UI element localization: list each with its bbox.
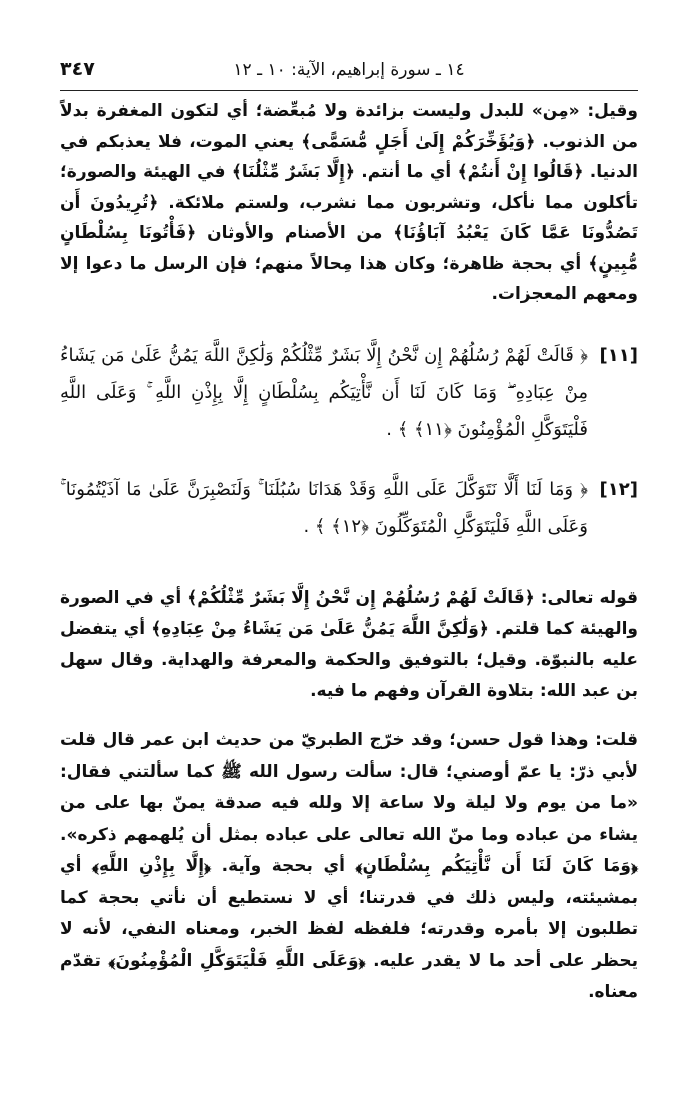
verse-text: ﴿ وَمَا لَنَا أَلَّا نَتَوَكَّلَ عَلَى اللَّهِ وَقَدْ هَدَانَا سُبُلَنَا ۚ وَلَنَصْبِرَنَّ عَلَىٰ مَا آذَيْتُمُونَا ۚ وَعَلَى اللَّهِ فَلْيَتَوَكَّلِ الْمُتَوَكِّلُونَ ﴿١٢﴾ ﴾ . [60,479,588,537]
paragraph-text: وقيل: «مِن» للبدل وليست بزائدة ولا مُبعِّضة؛ أي لتكون المغفرة بدلاً من الذنوب. ﴿وَيُؤَخِّرَكُمْ إِلَىٰ أَجَلٍ مُّسَمًّى﴾ يعني الموت، فلا يعذبكم في الدنيا. ﴿قَالُوا إِنْ أَنتُمْ﴾ أي ما أنتم. ﴿إِلَّا بَشَرٌ مِّثْلُنَا﴾ في الهيئة والصورة؛ تأكلون مما نأكل، وتشربون مما نشرب، ولستم ملائكة. ﴿تُرِيدُونَ أَن تَصُدُّونَا عَمَّا كَانَ يَعْبُدُ آبَاؤُنَا﴾ من الأصنام والأوثان ﴿فَأْتُونَا بِسُلْطَانٍ مُّبِينٍ﴾ أي بحجة ظاهرة؛ وكان هذا مِحالاً منهم؛ فإن الرسل ما دعوا إلا ومعهم المعجزات. [60,101,638,304]
paragraph-text: قلت: وهذا قول حسن؛ وقد خرّج الطبريّ من حديث ابن عمر قال قلت لأبي ذرّ: يا عمّ أوصني؛ قال: سألت رسول الله ﷺ كما سألتني فقال: «ما من يوم ولا ليلة ولا ساعة إلا ولله فيه صدقة يمنّ بها على من يشاء من عباده وما منّ الله تعالى على عباده بمثل أن يُلهمهم ذكره». ﴿وَمَا كَانَ لَنَا أَن نَّأْتِيَكُم بِسُلْطَانٍ﴾ أي بحجة وآية. ﴿إِلَّا بِإِذْنِ اللَّهِ﴾ أي بمشيئته، وليس ذلك في قدرتنا؛ أي لا نستطيع أن نأتي بحجة كما تطلبون إلا بأمره وقدرته؛ فلفظه لفظ الخبر، ومعناه النفي، لأنه لا يحظر على أحد ما لا يقدر عليه. ﴿وَعَلَى اللَّهِ فَلْيَتَوَكَّلِ الْمُؤْمِنُونَ﴾ تقدّم معناه. [60,730,638,1002]
commentary-paragraph-3 [60,725,638,1009]
page-header [60,58,638,86]
verse-number: [١١] [599,345,638,366]
header-divider [60,90,638,91]
quran-verse-12 [60,471,638,545]
commentary-paragraph-1 [60,96,638,310]
verse-block [60,337,638,448]
verse-number: [١٢] [599,479,638,500]
commentary-paragraph-2 [60,583,638,707]
page-number: ٣٤٧ [60,58,95,80]
quran-verse-11 [60,337,638,448]
running-title: ١٤ ـ سورة إبراهيم، الآية: ١٠ ـ ١٢ [233,60,465,80]
verse-text: ﴿ قَالَتْ لَهُمْ رُسُلُهُمْ إِن نَّحْنُ إِلَّا بَشَرٌ مِّثْلُكُمْ وَلَٰكِنَّ اللَّهَ يَمُنُّ عَلَىٰ مَن يَشَاءُ مِنْ عِبَادِهِ ۖ وَمَا كَانَ لَنَا أَن نَّأْتِيَكُم بِسُلْطَانٍ إِلَّا بِإِذْنِ اللَّهِ ۚ وَعَلَى اللَّهِ فَلْيَتَوَكَّلِ الْمُؤْمِنُونَ ﴿١١﴾ ﴾ . [60,345,588,440]
paragraph-text: قوله تعالى: ﴿قَالَتْ لَهُمْ رُسُلُهُمْ إِن نَّحْنُ إِلَّا بَشَرٌ مِّثْلُكُمْ﴾ أي في الصورة والهيئة كما قلتم. ﴿وَلَٰكِنَّ اللَّهَ يَمُنُّ عَلَىٰ مَن يَشَاءُ مِنْ عِبَادِهِ﴾ أي يتفضل عليه بالنبوّة. وقيل؛ بالتوفيق والحكمة والمعرفة والهداية. وقال سهل بن عبد الله: بتلاوة القرآن وفهم ما فيه. [60,588,638,701]
verse-block [60,471,638,545]
